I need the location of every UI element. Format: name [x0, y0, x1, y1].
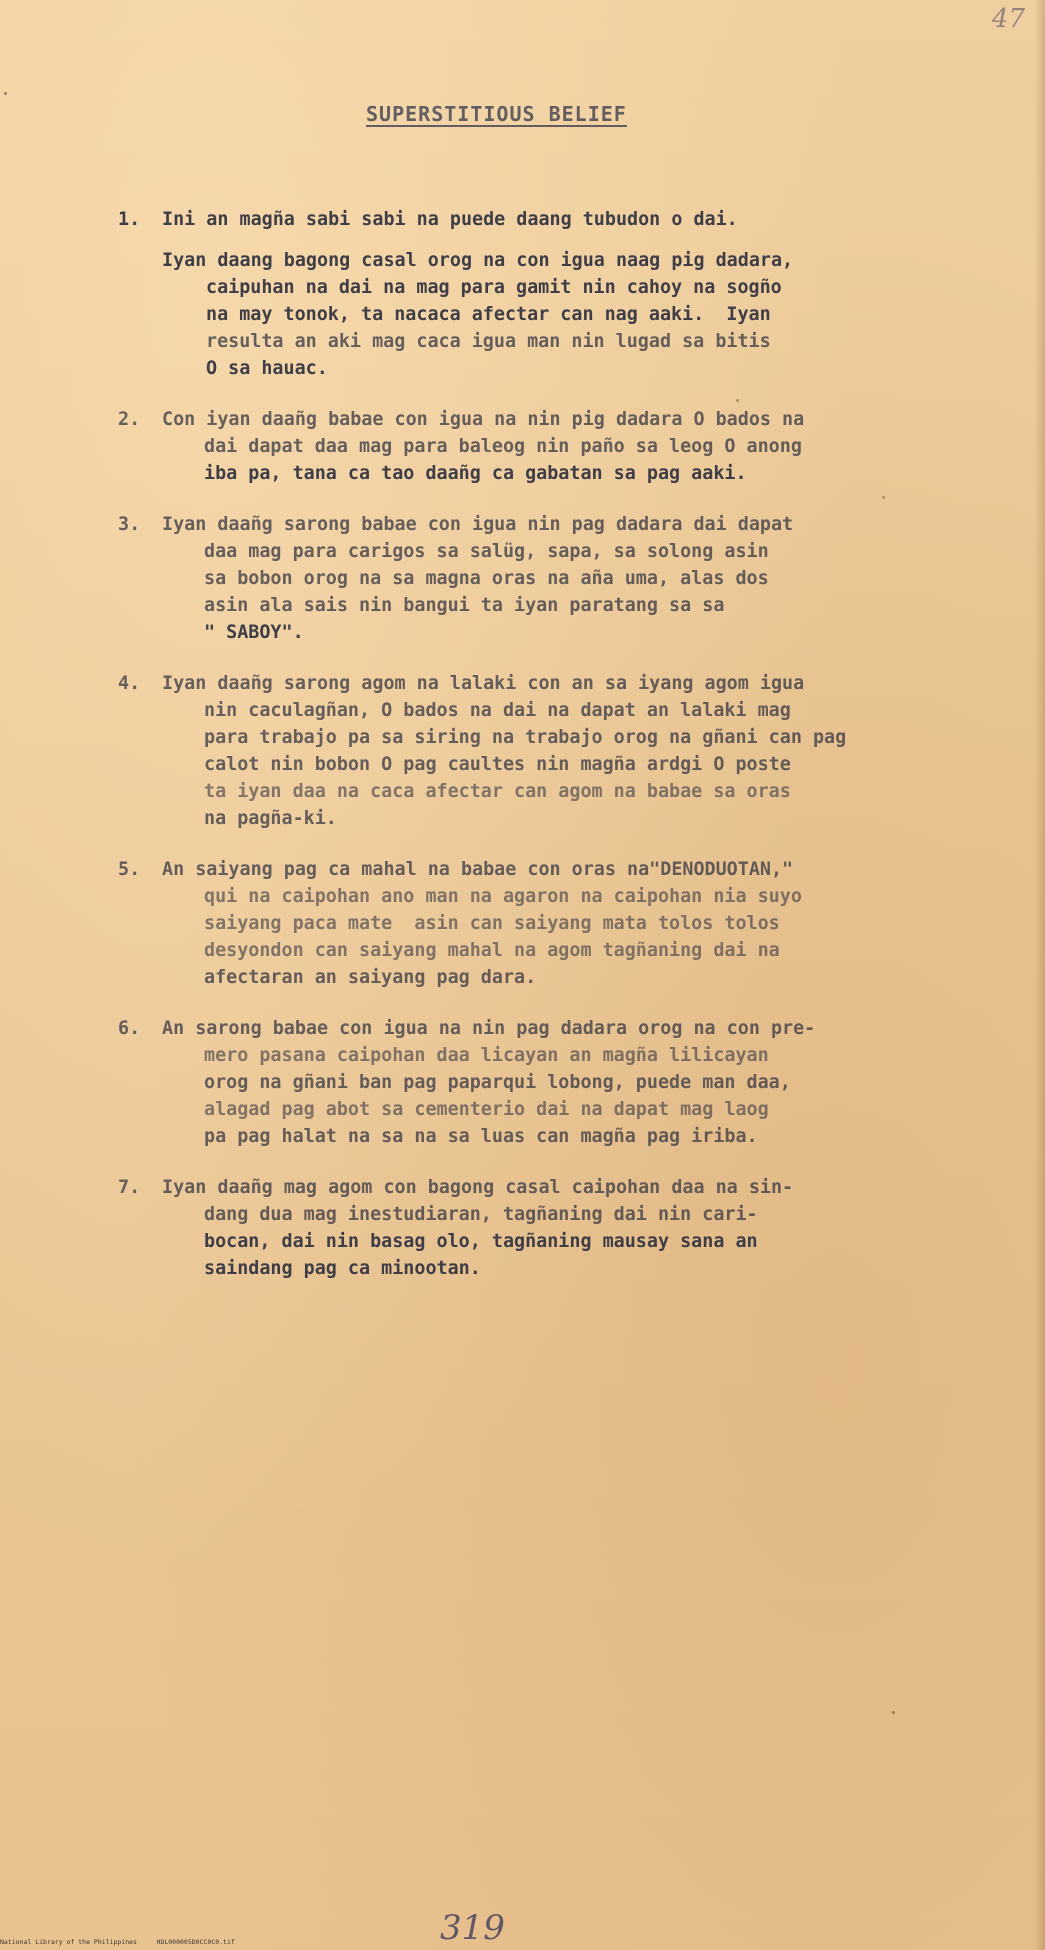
handwritten-page-number: 319 [440, 1908, 505, 1948]
entry-line: " SABOY". [204, 622, 304, 643]
entry-line-text: Iyan daañg sarong agom na lalaki con an sa iyang agom igua [162, 673, 805, 694]
entry-line: mero pasana caipohan daa licayan an magña lilicayan [204, 1045, 769, 1066]
entry-number: 7. [118, 1177, 141, 1198]
entry-line: na may tonok, ta nacaca afectar can nag aaki. Iyan [206, 304, 771, 325]
entry-line: saindang pag ca minootan. [204, 1258, 481, 1279]
entry-number: 1. [118, 209, 141, 230]
entry-line [118, 511, 958, 538]
page-edge-shadow [1035, 0, 1045, 1950]
entry-heading [118, 206, 958, 233]
entry-line-text: An saiyang pag ca mahal na babae con oras na"DENODUOTAN," [162, 859, 794, 880]
entry-line: saiyang paca mate asin can saiyang mata tolos tolos [204, 913, 780, 934]
belief-entry-3 [118, 511, 958, 646]
entry-line-text: Iyan daañg sarong babae con igua nin pag dadara dai dapat [162, 514, 794, 535]
entry-line: bocan, dai nin basag olo, tagñaning mausay sana an [204, 1231, 758, 1252]
entry-number: 6. [118, 1018, 141, 1039]
entry-number: 4. [118, 673, 141, 694]
document-title: SUPERSTITIOUS BELIEF [366, 102, 627, 126]
entry-line: Iyan daang bagong casal orog na con igua naag pig dadara, [162, 250, 794, 271]
entry-line [118, 406, 958, 433]
entry-line: para trabajo pa sa siring na trabajo orog na gñani can pag [204, 727, 847, 748]
paper-speck [4, 92, 7, 95]
entry-line: daa mag para carigos sa salüg, sapa, sa solong asin [204, 541, 769, 562]
entry-line-text: Con iyan daañg babae con igua na nin pig dadara O bados na [162, 409, 805, 430]
paper-speck [882, 496, 885, 499]
entry-line: na pagña-ki. [204, 808, 337, 829]
entry-line: afectaran an saiyang pag dara. [204, 967, 537, 988]
entry-line: ta iyan daa na caca afectar can agom na babae sa oras [204, 781, 791, 802]
entry-line: asin ala sais nin bangui ta iyan paratang sa sa [204, 595, 725, 616]
entry-line: nin caculagñan, O bados na dai na dapat an lalaki mag [204, 700, 791, 721]
belief-entry-1 [118, 206, 958, 382]
belief-entry-5 [118, 856, 958, 991]
entry-line: qui na caipohan ano man na agaron na caipohan nia suyo [204, 886, 802, 907]
belief-entry-7 [118, 1174, 958, 1282]
belief-list [118, 206, 958, 1306]
paper-speck [736, 399, 739, 402]
entry-line: O sa hauac. [206, 358, 328, 379]
entry-line-text: Iyan daañg mag agom con bagong casal caipohan daa na sin- [162, 1177, 794, 1198]
entry-line: pa pag halat na sa na sa luas can magña pag iriba. [204, 1126, 758, 1147]
entry-line: calot nin bobon O pag caultes nin magña ardgi O poste [204, 754, 791, 775]
entry-line [118, 1015, 958, 1042]
belief-entry-4 [118, 670, 958, 832]
entry-number: 5. [118, 859, 141, 880]
entry-heading-text: Ini an magña sabi sabi na puede daang tubudon o dai. [162, 209, 738, 230]
entry-line: dai dapat daa mag para baleog nin paño sa leog O anong [204, 436, 802, 457]
entry-line: alagad pag abot sa cementerio dai na dapat mag laog [204, 1099, 769, 1120]
entry-line [118, 856, 958, 883]
entry-line: sa bobon orog na sa magna oras na aña uma, alas dos [204, 568, 769, 589]
entry-line: desyondon can saiyang mahal na agom tagñaning dai na [204, 940, 780, 961]
belief-entry-6 [118, 1015, 958, 1150]
archive-footer: National Library of the Philippines HDL000005D0CC0C0.tif [0, 1938, 235, 1946]
entry-line-text: An sarong babae con igua na nin pag dadara orog na con pre- [162, 1018, 816, 1039]
belief-entry-2 [118, 406, 958, 487]
entry-line: caipuhan na dai na mag para gamit nin cahoy na sogño [206, 277, 782, 298]
folio-number: 47 [991, 4, 1025, 34]
entry-line [118, 670, 958, 697]
paper-speck [892, 1711, 895, 1714]
entry-line: iba pa, tana ca tao daañg ca gabatan sa pag aaki. [204, 463, 747, 484]
entry-number: 2. [118, 409, 141, 430]
entry-line: orog na gñani ban pag paparqui lobong, puede man daa, [204, 1072, 791, 1093]
entry-line: resulta an aki mag caca igua man nin lugad sa bitis [206, 331, 771, 352]
entry-line: dang dua mag inestudiaran, tagñaning dai nin cari- [204, 1204, 758, 1225]
entry-number: 3. [118, 514, 141, 535]
entry-line [118, 1174, 958, 1201]
